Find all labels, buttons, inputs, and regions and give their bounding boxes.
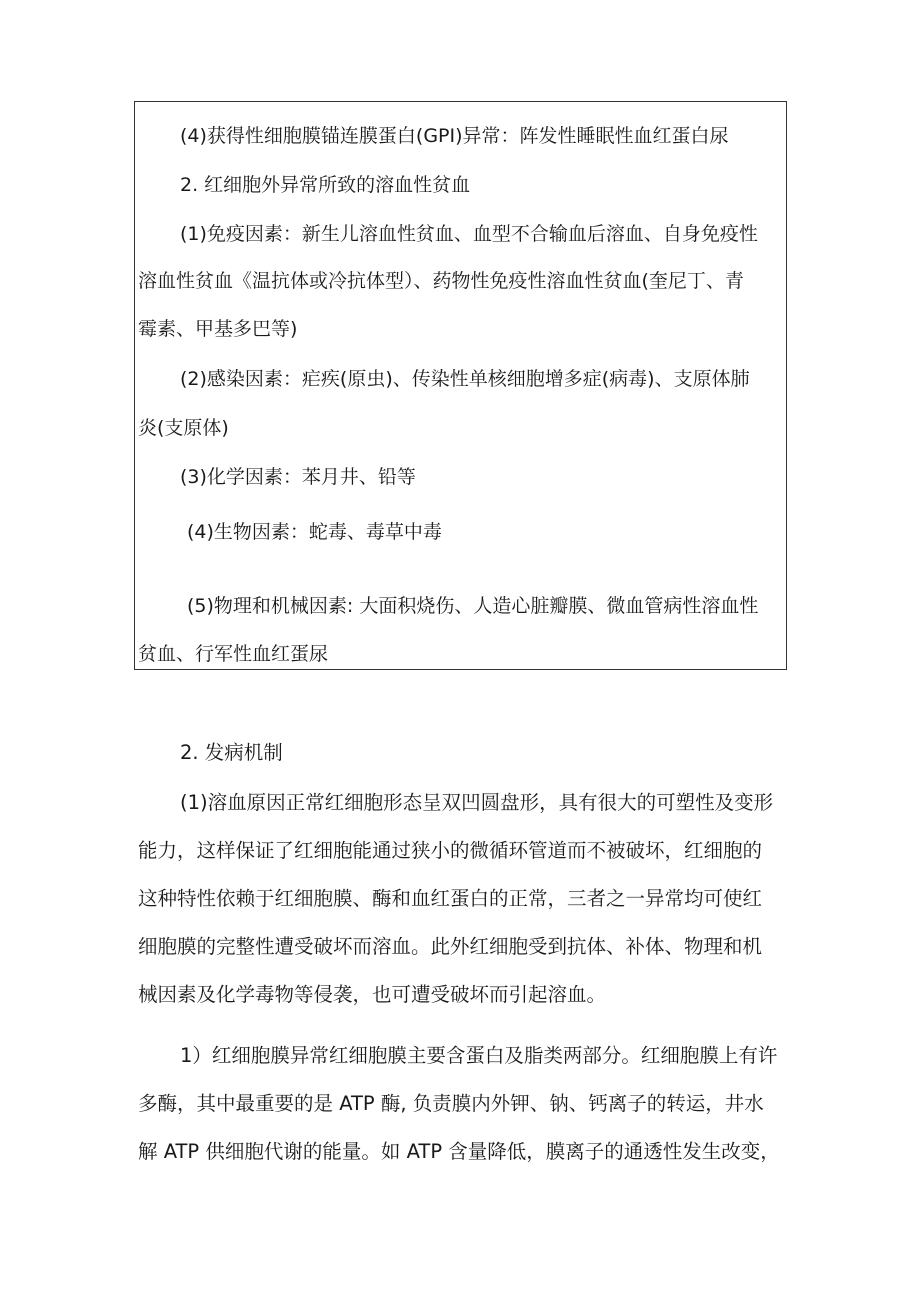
section-heading-pathogenesis: 2. 发病机制 (180, 741, 283, 764)
paragraph-membrane-abnormality-line3: 解 ATP 供细胞代谢的能量。如 ATP 含量降低，膜离子的通透性发生改变， (138, 1140, 780, 1163)
box-line-immune-factors: (1)免疫因素：新生儿溶血性贫血、血型不合输血后溶血、自身免疫性 (180, 223, 758, 245)
box-line-infection-factors-cont: 炎(支原体) (138, 417, 229, 439)
box-line-biological-factors: (4)生物因素：蛇毒、毒草中毒 (187, 521, 442, 543)
box-line-gpi-abnormality: (4)获得性细胞膜锚连膜蛋白(GPI)异常：阵发性睡眠性血红蛋白尿 (180, 125, 729, 147)
paragraph-membrane-abnormality-line1: 1）红细胞膜异常红细胞膜主要含蛋白及脂类两部分。红细胞膜上有许 (180, 1044, 778, 1067)
paragraph-hemolysis-causes-line3: 这种特性依赖于红细胞膜、酶和血红蛋白的正常，三者之一异常均可使红 (138, 887, 763, 910)
box-line-chemical-factors: (3)化学因素：苯月井、铅等 (180, 466, 416, 488)
box-line-immune-factors-cont1: 溶血性贫血《温抗体或冷抗体型）、药物性免疫性溶血性贫血(奎尼丁、青 (138, 270, 744, 292)
box-line-physical-mechanical-factors: (5)物理和机械因素: 大面积烧伤、人造心脏瓣膜、微血管病性溶血性 (187, 595, 759, 617)
box-line-extracellular-heading: 2. 红细胞外异常所致的溶血性贫血 (180, 174, 471, 196)
paragraph-hemolysis-causes-line5: 械因素及化学毒物等侵袭，也可遭受破坏而引起溶血。 (138, 983, 607, 1006)
paragraph-hemolysis-causes-line1: (1)溶血原因正常红细胞形态呈双凹圆盘形，具有很大的可塑性及变形 (180, 791, 774, 814)
paragraph-hemolysis-causes-line2: 能力，这样保证了红细胞能通过狭小的微循环管道而不被破坏，红细胞的 (138, 839, 763, 862)
paragraph-hemolysis-causes-line4: 细胞膜的完整性遭受破坏而溶血。此外红细胞受到抗体、补体、物理和机 (138, 935, 763, 958)
box-line-physical-mechanical-cont: 贫血、行军性血红蛋尿 (138, 643, 329, 665)
box-line-immune-factors-cont2: 霉素、甲基多巴等) (138, 318, 298, 340)
paragraph-membrane-abnormality-line2: 多酶，其中最重要的是 ATP 酶, 负责膜内外钾、钠、钙离子的转运，井水 (138, 1092, 764, 1115)
box-line-infection-factors: (2)感染因素：疟疾(原虫)、传染性单核细胞增多症(病毒)、支原体肺 (180, 368, 750, 390)
